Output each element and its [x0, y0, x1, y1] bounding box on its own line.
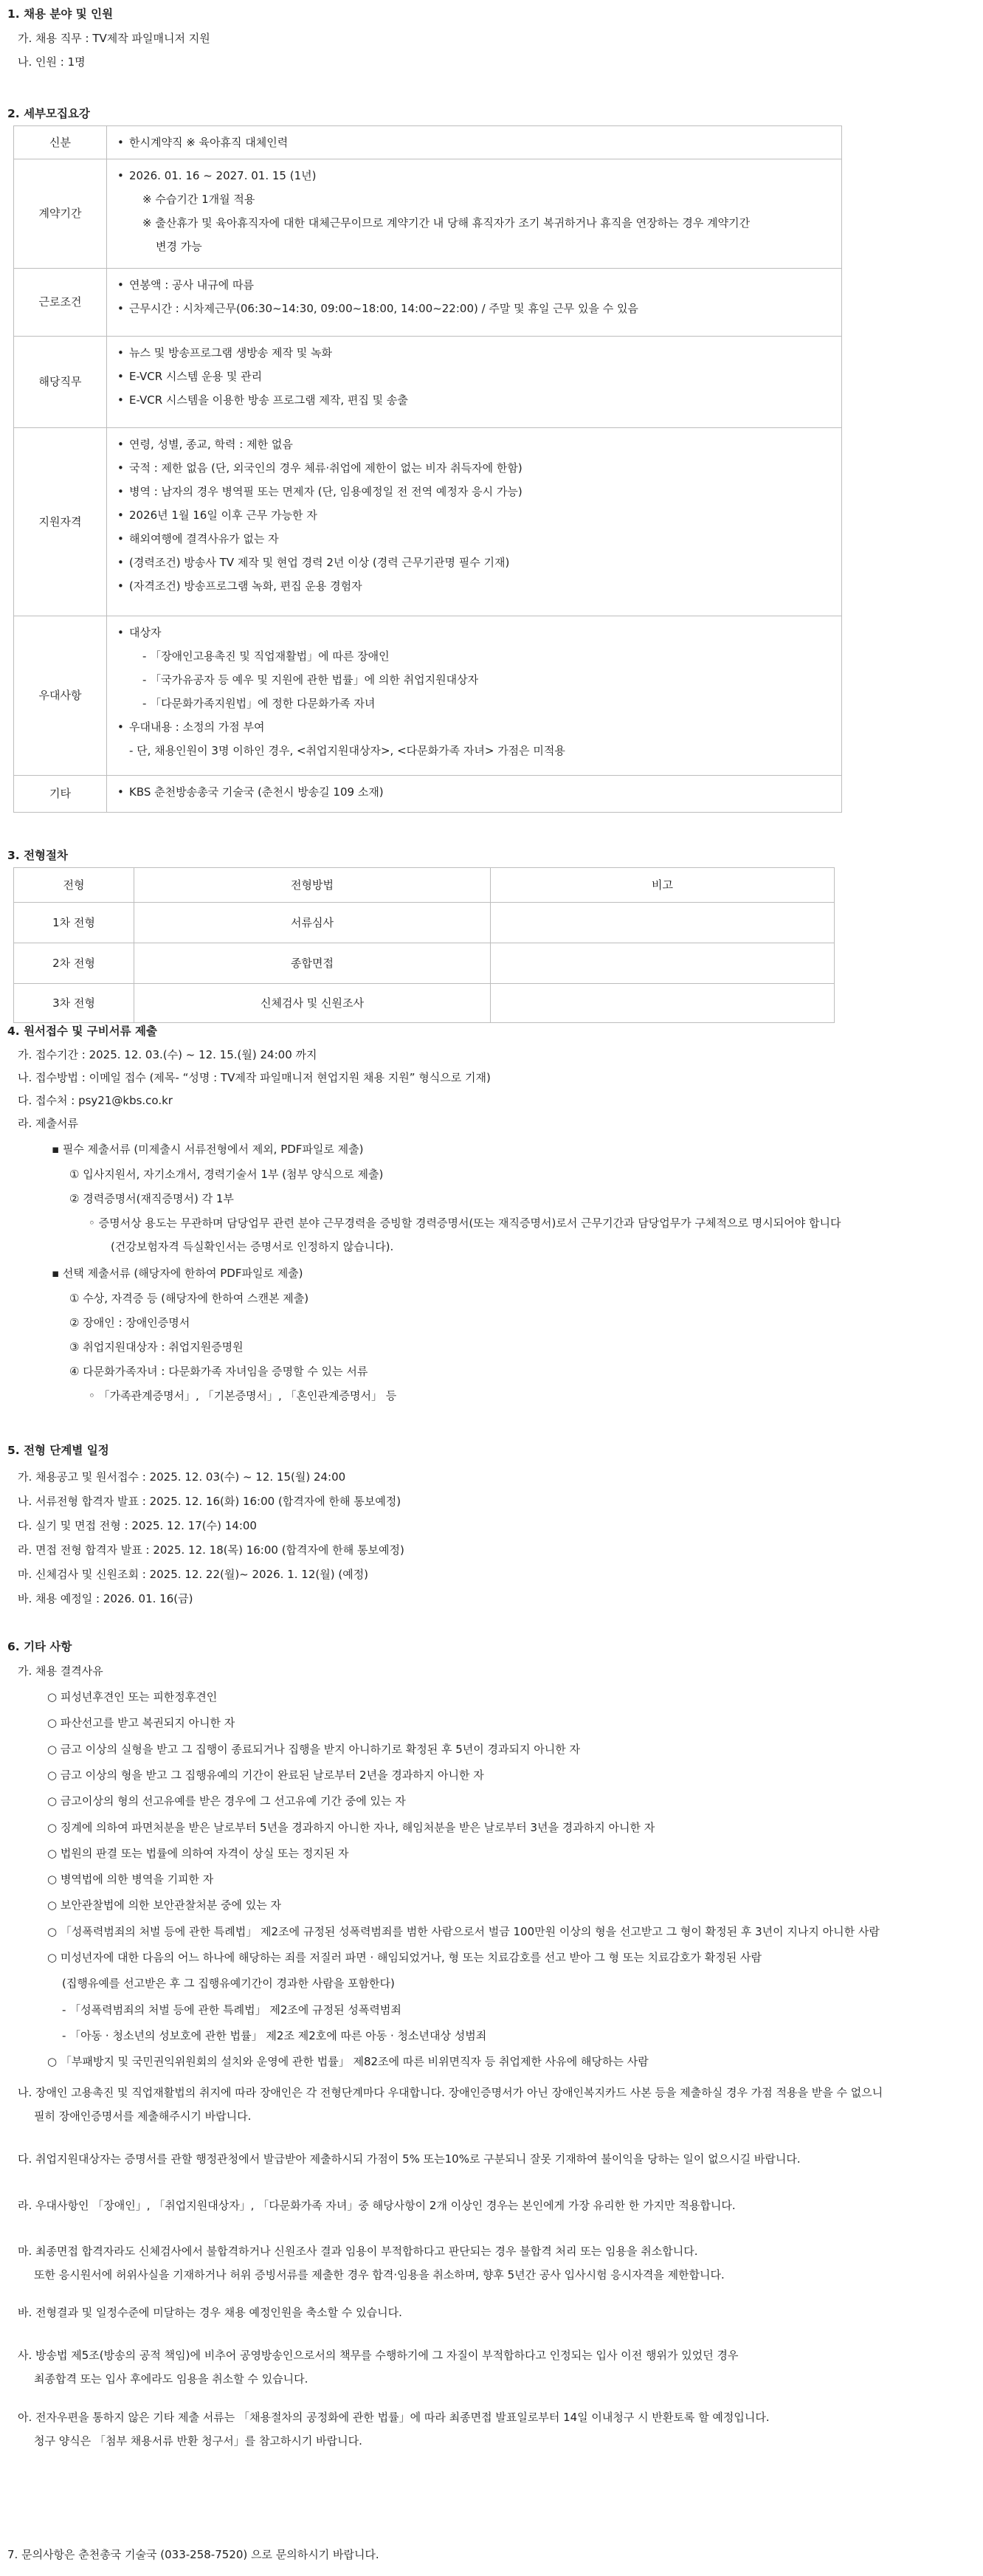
row-value	[107, 126, 842, 159]
detail-line: ※ 수습기간 1개월 적용	[142, 193, 255, 206]
table-cell	[491, 903, 835, 943]
note-line: 라. 우대사항인 「장애인」, 「취업지원대상자」, 「다문화가족 자녀」중 해당사항이 2개 이상인 경우는 본인에게 가장 유리한 한 가지만 적용합니다.	[18, 2199, 736, 2212]
disqualification-item: - 「아동 · 청소년의 성보호에 관한 법률」 제2조 제2호에 따른 아동 · 청소년대상 성범죄	[62, 2028, 487, 2042]
row-label: 우대사항	[14, 616, 107, 776]
header-cell: 전형방법	[134, 868, 491, 903]
schedule-line: 바. 채용 예정일 : 2026. 01. 16(금)	[18, 1592, 193, 1605]
detail-line: • 근무시간 : 시차제근무(06:30~14:30, 09:00~18:00, 14:00~22:00) / 주말 및 휴일 근무 있을 수 있음	[116, 297, 831, 320]
row-label: 기타	[14, 776, 107, 813]
row-label: 지원자격	[14, 428, 107, 616]
row-value	[107, 776, 842, 813]
table-cell: 종합면접	[134, 943, 491, 984]
table-cell: 서류심사	[134, 903, 491, 943]
application-line: 가. 접수기간 : 2025. 12. 03.(수) ~ 12. 15.(월) 24:00 까지	[18, 1048, 317, 1061]
detail-line: • 병역 : 남자의 경우 병역필 또는 면제자 (단, 임용예정일 전 전역 예정자 응시 가능)	[116, 480, 831, 503]
detail-line: - 「장애인고용촉진 및 직업재활법」에 따른 장애인	[142, 650, 390, 663]
row-label: 계약기간	[14, 159, 107, 269]
detail-line: ※ 출산휴가 및 육아휴직자에 대한 대체근무이므로 계약기간 내 당해 휴직자가 조기 복귀하거나 휴직을 연장하는 경우 계약기간	[142, 216, 751, 230]
table-row	[14, 903, 835, 943]
table-header-row	[14, 868, 835, 903]
s1-item: 나. 인원 : 1명	[18, 55, 86, 69]
table-row	[14, 337, 842, 428]
table-cell: 1차 전형	[14, 903, 134, 943]
application-line: ◦ 「가족관계증명서」, 「기본증명서」, 「혼인관계증명서」 등	[89, 1389, 397, 1402]
table-cell: 2차 전형	[14, 943, 134, 984]
detail-line: • (자격조건) 방송프로그램 녹화, 편집 운용 경험자	[116, 574, 831, 598]
disqualification-item: ○ 미성년자에 대한 다음의 어느 하나에 해당하는 죄를 저질러 파면 · 해임되었거나, 형 또는 치료감호를 선고 받아 그 형 또는 치료감호가 확정된 사람	[47, 1951, 762, 1964]
detail-line: • 2026년 1월 16일 이후 근무 가능한 자	[116, 503, 831, 527]
section-1-title: 1. 채용 분야 및 인원	[7, 7, 114, 21]
section-4-title: 4. 원서접수 및 구비서류 제출	[7, 1024, 157, 1038]
note-line: 필히 장애인증명서를 제출해주시기 바랍니다.	[34, 2110, 252, 2123]
detail-line: • 연봉액 : 공사 내규에 따름	[116, 273, 831, 297]
schedule-line: 가. 채용공고 및 원서접수 : 2025. 12. 03(수) ~ 12. 15(월) 24:00	[18, 1470, 346, 1484]
recruitment-details-table	[13, 125, 842, 813]
application-line: ① 수상, 자격증 등 (해당자에 한하여 스캔본 제출)	[69, 1292, 309, 1305]
disqualification-item: ○ 파산선고를 받고 복권되지 아니한 자	[47, 1716, 235, 1730]
table-row	[14, 616, 842, 776]
application-line: ① 입사지원서, 자기소개서, 경력기술서 1부 (첨부 양식으로 제출)	[69, 1168, 384, 1181]
note-line: 사. 방송법 제5조(방송의 공적 책임)에 비추어 공영방송인으로서의 책무를 수행하기에 그 자질이 부적합하다고 인정되는 입사 이전 행위가 있었던 경우	[18, 2349, 739, 2362]
section-5-title: 5. 전형 단계별 일정	[7, 1444, 109, 1457]
table-row	[14, 943, 835, 984]
detail-line: • 뉴스 및 방송프로그램 생방송 제작 및 녹화	[116, 341, 831, 365]
detail-line: • 우대내용 : 소정의 가점 부여	[116, 715, 831, 739]
section-1	[7, 7, 210, 69]
header-cell: 비고	[491, 868, 835, 903]
row-value	[107, 269, 842, 337]
row-label: 신분	[14, 126, 107, 159]
table-cell: 3차 전형	[14, 984, 134, 1023]
detail-line: • 연령, 성별, 종교, 학력 : 제한 없음	[116, 433, 831, 456]
table-row	[14, 984, 835, 1023]
section-6-title: 6. 기타 사항	[7, 1640, 72, 1653]
disqualification-item: ○ 금고 이상의 실형을 받고 그 집행이 종료되거나 집행을 받지 아니하기로 확정된 후 5년이 경과되지 아니한 자	[47, 1742, 580, 1756]
disqualification-item: ○ 「성폭력범죄의 처벌 등에 관한 특례법」 제2조에 규정된 성폭력범죄를 범한 사람으로서 벌금 100만원 이상의 형을 선고받고 그 형이 확정된 후 3년이 지나지 아니한 사람	[47, 1924, 880, 1938]
application-line: ▪ 선택 제출서류 (해당자에 한하여 PDF파일로 제출)	[52, 1267, 303, 1280]
s6-a-title: 가. 채용 결격사유	[18, 1664, 103, 1678]
detail-line: • E-VCR 시스템 운용 및 관리	[116, 365, 831, 388]
note-line: 바. 전형결과 및 일정수준에 미달하는 경우 채용 예정인원을 축소할 수 있습니다.	[18, 2306, 402, 2319]
note-line: 아. 전자우편을 통하지 않은 기타 제출 서류는 「채용절차의 공정화에 관한 법률」에 따라 최종면접 발표일로부터 14일 이내청구 시 반환토록 할 예정입니다.	[18, 2411, 770, 2424]
disqualification-item: - 「성폭력범죄의 처벌 등에 관한 특례법」 제2조에 규정된 성폭력범죄	[62, 2002, 401, 2017]
table-row	[14, 126, 842, 159]
detail-line: • 한시계약직 ※ 육아휴직 대체인력	[116, 131, 831, 154]
selection-process-table	[13, 867, 835, 1023]
disqualification-item: ○ 징계에 의하여 파면처분을 받은 날로부터 5년을 경과하지 아니한 자나, 해임처분을 받은 날로부터 3년을 경과하지 아니한 자	[47, 1820, 655, 1834]
application-line: ▪ 필수 제출서류 (미제출시 서류전형에서 제외, PDF파일로 제출)	[52, 1143, 364, 1156]
row-label: 해당직무	[14, 337, 107, 428]
disqualification-item: ○ 「부패방지 및 국민권익위원회의 설치와 운영에 관한 법률」 제82조에 따른 비위면직자 등 취업제한 사유에 해당하는 사람	[47, 2055, 649, 2069]
application-line: ◦ 증명서상 용도는 무관하며 담당업무 관련 분야 근무경력을 증빙할 경력증명서(또는 재직증명서)로서 근무기간과 담당업무가 구체적으로 명시되어야 합니다	[89, 1216, 841, 1230]
table-cell	[491, 943, 835, 984]
s1-item: 가. 채용 직무 : TV제작 파일매니저 지원	[18, 32, 210, 46]
schedule-line: 마. 신체검사 및 신원조회 : 2025. 12. 22(월)~ 2026. 1. 12(월) (예정)	[18, 1568, 369, 1581]
detail-line: 변경 가능	[156, 240, 202, 253]
application-line: ② 경력증명서(재직증명서) 각 1부	[69, 1192, 234, 1205]
disqualification-item: (집행유예를 선고받은 후 그 집행유예기간이 경과한 사람을 포함한다)	[62, 1977, 395, 1991]
disqualification-item: ○ 보안관찰법에 의한 보안관찰처분 중에 있는 자	[47, 1898, 282, 1912]
detail-line: • 2026. 01. 16 ~ 2027. 01. 15 (1년)	[116, 164, 831, 187]
note-line: 또한 응시원서에 허위사실을 기재하거나 허위 증빙서류를 제출한 경우 합격·임용을 취소하며, 향후 5년간 공사 입사시험 응시자격을 제한합니다.	[34, 2268, 725, 2281]
header-cell: 전형	[14, 868, 134, 903]
note-line: 나. 장애인 고용촉진 및 직업재활법의 취지에 따라 장애인은 각 전형단계마다 우대합니다. 장애인증명서가 아닌 장애인복지카드 사본 등을 제출하실 경우 가점 적용을 받을 수 없으니	[18, 2086, 883, 2099]
application-line: ④ 다문화가족자녀 : 다문화가족 자녀임을 증명할 수 있는 서류	[69, 1365, 368, 1378]
detail-line: • E-VCR 시스템을 이용한 방송 프로그램 제작, 편집 및 송출	[116, 388, 831, 412]
table-row	[14, 776, 842, 813]
note-line: 최종합격 또는 입사 후에라도 임용을 취소할 수 있습니다.	[34, 2372, 308, 2386]
application-line: ② 장애인 : 장애인증명서	[69, 1316, 190, 1329]
disqualification-item: ○ 병역법에 의한 병역을 기피한 자	[47, 1873, 214, 1887]
application-line: 다. 접수처 : psy21@kbs.co.kr	[18, 1094, 173, 1107]
note-line: 청구 양식은 「첨부 채용서류 반환 청구서」를 참고하시기 바랍니다.	[34, 2434, 362, 2448]
row-value	[107, 616, 842, 776]
detail-line: - 「다문화가족지원법」에 정한 다문화가족 자녀	[142, 697, 376, 710]
disqualification-item: ○ 법원의 판결 또는 법률에 의하여 자격이 상실 또는 정지된 자	[47, 1846, 349, 1860]
detail-line: • KBS 춘천방송총국 기술국 (춘천시 방송길 109 소재)	[116, 780, 831, 804]
schedule-line: 라. 면접 전형 합격자 발표 : 2025. 12. 18(목) 16:00 (합격자에 한해 통보예정)	[18, 1543, 404, 1557]
disqualification-item: ○ 피성년후견인 또는 피한정후견인	[47, 1690, 218, 1704]
table-cell: 신체검사 및 신원조사	[134, 984, 491, 1023]
row-value	[107, 159, 842, 269]
detail-line: - 「국가유공자 등 예우 및 지원에 관한 법률」에 의한 취업지원대상자	[142, 673, 479, 686]
note-line: 다. 취업지원대상자는 증명서를 관할 행정관청에서 발급받아 제출하시되 가점이 5% 또는10%로 구분되니 잘못 기재하여 불이익을 당하는 일이 없으시길 바랍니다.	[18, 2152, 801, 2166]
section-2-title: 2. 세부모집요강	[7, 107, 90, 120]
contact-line: 7. 문의사항은 춘천총국 기술국 (033-258-7520) 으로 문의하시기 바랍니다.	[7, 2548, 379, 2561]
detail-line: • (경력조건) 방송사 TV 제작 및 현업 경력 2년 이상 (경력 근무기관명 필수 기재)	[116, 551, 831, 574]
table-cell	[491, 984, 835, 1023]
disqualification-item: ○ 금고이상의 형의 선고유예를 받은 경우에 그 선고유예 기간 중에 있는 자	[47, 1794, 406, 1808]
detail-line: • 해외여행에 결격사유가 없는 자	[116, 527, 831, 551]
detail-line: • 대상자	[116, 621, 831, 644]
row-value	[107, 337, 842, 428]
table-row	[14, 269, 842, 337]
detail-line: • 국적 : 제한 없음 (단, 외국인의 경우 체류·취업에 제한이 없는 비자 취득자에 한함)	[116, 456, 831, 480]
table-row	[14, 159, 842, 269]
section-3-title: 3. 전형절차	[7, 849, 68, 862]
note-line: 마. 최종면접 합격자라도 신체검사에서 불합격하거나 신원조사 결과 임용이 부적합하다고 판단되는 경우 불합격 처리 또는 임용을 취소합니다.	[18, 2245, 698, 2258]
schedule-line: 나. 서류전형 합격자 발표 : 2025. 12. 16(화) 16:00 (합격자에 한해 통보예정)	[18, 1495, 401, 1508]
application-line: 나. 접수방법 : 이메일 접수 (제목- “성명 : TV제작 파일매니저 현업지원 채용 지원” 형식으로 기재)	[18, 1071, 491, 1084]
schedule-line: 다. 실기 및 면접 전형 : 2025. 12. 17(수) 14:00	[18, 1519, 257, 1532]
application-line: (건강보험자격 득실확인서는 증명서로 인정하지 않습니다).	[111, 1240, 394, 1253]
row-value	[107, 428, 842, 616]
disqualification-item: ○ 금고 이상의 형을 받고 그 집행유예의 기간이 완료된 날로부터 2년을 경과하지 아니한 자	[47, 1768, 484, 1782]
application-line: ③ 취업지원대상자 : 취업지원증명원	[69, 1340, 244, 1354]
detail-line: - 단, 채용인원이 3명 이하인 경우, <취업지원대상자>, <다문화가족 자녀> 가점은 미적용	[129, 744, 565, 757]
application-line: 라. 제출서류	[18, 1117, 78, 1130]
table-row	[14, 428, 842, 616]
row-label: 근로조건	[14, 269, 107, 337]
